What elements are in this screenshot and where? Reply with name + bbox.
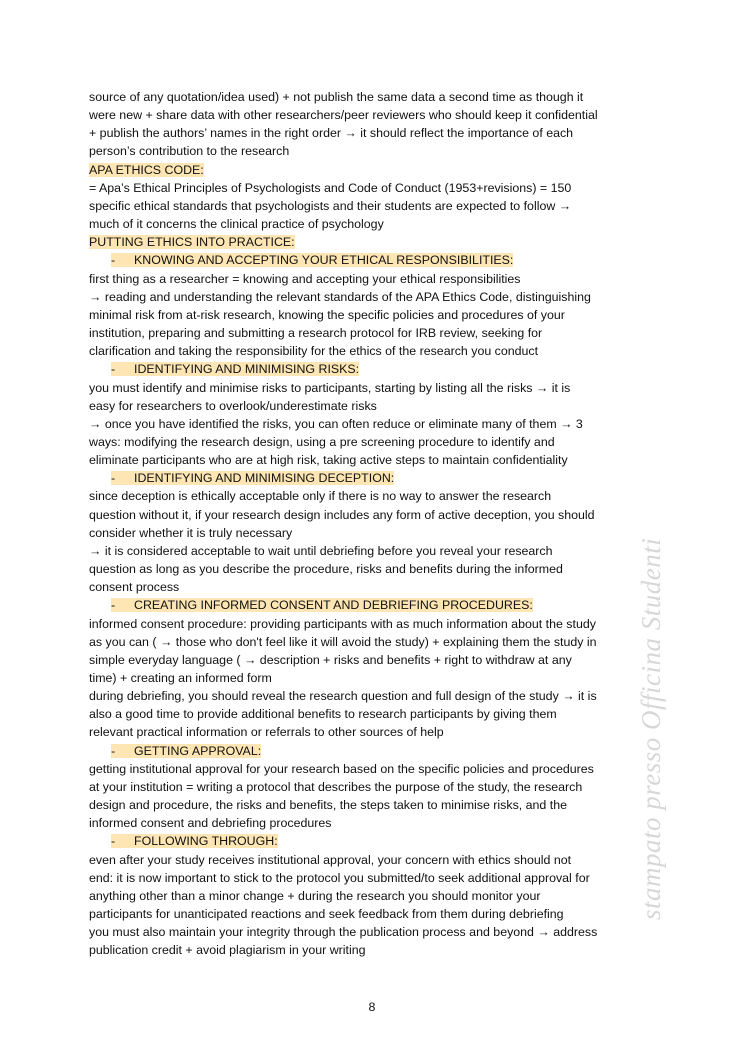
subsection-heading-label: IDENTIFYING AND MINIMISING DECEPTION: — [134, 471, 395, 486]
subsection-heading-label: KNOWING AND ACCEPTING YOUR ETHICAL RESPONSIBILITIES: — [134, 253, 514, 268]
section-heading — [89, 233, 659, 251]
body-text-line: minimal risk from at-risk research, knowing the specific policies and procedures of your — [89, 307, 565, 322]
subsection-heading — [89, 832, 659, 850]
body-text-line: institution, preparing and submitting a research protocol for IRB review, seeking for — [89, 326, 543, 341]
subsection-heading-text — [111, 362, 359, 376]
body-text-line: → it is considered acceptable to wait until debriefing before you reveal your research — [89, 543, 553, 558]
subsection-heading — [89, 360, 659, 378]
body-text-line: participants for unanticipated reactions and seek feedback from them during debriefing — [89, 907, 564, 922]
body-text-line: clarification and taking the responsibility for the ethics of the research you conduct — [89, 344, 539, 359]
body-text-line: source of any quotation/idea used) + not publish the same data a second time as though it — [89, 90, 584, 104]
body-text-line: design and procedure, the risks and benefits, the steps taken to minimise risks, and the — [89, 798, 567, 813]
body-text-line: specific ethical standards that psychologists and their students are expected to follow → — [89, 198, 572, 213]
body-text-line: were new + share data with other researchers/peer reviewers who should keep it confidential — [89, 108, 598, 123]
body-text-line: question without it, if your research design includes any form of active deception, you should — [89, 507, 595, 522]
body-text-line: → reading and understanding the relevant standards of the APA Ethics Code, distinguishing — [89, 289, 591, 304]
body-text-line: much of it concerns the clinical practice of psychology — [89, 217, 384, 232]
body-text-line: + publish the authors’ names in the right order → it should reflect the importance of each — [89, 126, 574, 141]
subsection-heading-text — [111, 253, 513, 267]
body-text-line: eliminate participants who are at high risk, taking active steps to maintain confidentiality — [89, 453, 568, 468]
section-heading-text: PUTTING ETHICS INTO PRACTICE: — [89, 235, 295, 250]
subsection-heading-text — [111, 834, 278, 848]
subsection-heading-label: CREATING INFORMED CONSENT AND DEBRIEFING PROCEDURES: — [134, 598, 533, 613]
subsection-heading-text — [111, 744, 261, 758]
subsection-heading-text — [111, 471, 394, 485]
subsection-heading — [89, 596, 659, 614]
body-text-line: since deception is ethically acceptable only if there is no way to answer the research — [89, 489, 552, 504]
body-text-line: first thing as a researcher = knowing and accepting your ethical responsibilities — [89, 271, 521, 286]
page-number: 8 — [368, 1000, 376, 1014]
body-text-line: consider whether it is truly necessary — [89, 525, 293, 540]
body-text-line: = Apa’s Ethical Principles of Psychologists and Code of Conduct (1953+revisions) = 150 — [89, 180, 572, 195]
body-text-line: even after your study receives institutional approval, your concern with ethics should not — [89, 852, 572, 867]
body-text-line: end: it is now important to stick to the protocol you submitted/to seek additional approval for — [89, 870, 590, 885]
body-text-line: person’s contribution to the research — [89, 144, 290, 159]
body-text-line: informed consent and debriefing procedures — [89, 816, 332, 831]
body-text-line: consent process — [89, 580, 180, 595]
body-text-line: question as long as you describe the procedure, risks and benefits during the informed — [89, 562, 563, 577]
bullet-dash: - — [111, 362, 116, 377]
subsection-heading-label: FOLLOWING THROUGH: — [134, 834, 278, 849]
section-heading-text: APA ETHICS CODE: — [89, 162, 204, 177]
body-text-line: easy for researchers to overlook/underestimate risks — [89, 398, 377, 413]
bullet-dash: - — [111, 598, 116, 613]
body-text-line: during debriefing, you should reveal the research question and full design of the study → it is — [89, 689, 597, 704]
body-text-line: simple everyday language ( → description + risks and benefits + right to withdraw at any — [89, 652, 572, 667]
body-text-line: also a good time to provide additional benefits to research participants by giving them — [89, 707, 557, 722]
body-text-line: as you can ( → those who don't feel like it will avoid the study) + explaining them the study in — [89, 634, 597, 649]
subsection-heading-label: GETTING APPROVAL: — [134, 743, 262, 758]
bullet-dash: - — [111, 253, 116, 268]
subsection-heading-label: IDENTIFYING AND MINIMISING RISKS: — [134, 362, 360, 377]
body-text-line: getting institutional approval for your research based on the specific policies and procedures — [89, 761, 594, 776]
body-text-line: at your institution = writing a protocol that describes the purpose of the study, the research — [89, 779, 583, 794]
bullet-dash: - — [111, 834, 116, 849]
subsection-heading-text — [111, 598, 533, 612]
body-text-line: → once you have identified the risks, you can often reduce or eliminate many of them → 3 — [89, 416, 583, 431]
section-heading — [89, 161, 659, 179]
bullet-dash: - — [111, 471, 116, 486]
body-text-line: anything other than a minor change + during the research you should monitor your — [89, 888, 541, 903]
subsection-heading — [89, 742, 659, 760]
body-text-line: informed consent procedure: providing participants with as much information about the study — [89, 616, 596, 631]
body-text-line: time) + creating an informed form — [89, 671, 272, 685]
page-body — [89, 88, 659, 960]
subsection-heading — [89, 251, 659, 269]
body-text-line: ways: modifying the research design, using a pre screening procedure to identify and — [89, 434, 555, 449]
subsection-heading — [89, 469, 659, 487]
body-text-line: publication credit + avoid plagiarism in your writing — [89, 943, 366, 958]
bullet-dash: - — [111, 743, 116, 758]
body-text-line: relevant practical information or referrals to other sources of help — [89, 725, 444, 740]
body-text-line: you must identify and minimise risks to participants, starting by listing all the risks → it is — [89, 380, 571, 395]
body-text-line: you must also maintain your integrity through the publication process and beyond → address — [89, 925, 598, 940]
watermark: stampato presso Officina Studenti — [636, 537, 666, 920]
